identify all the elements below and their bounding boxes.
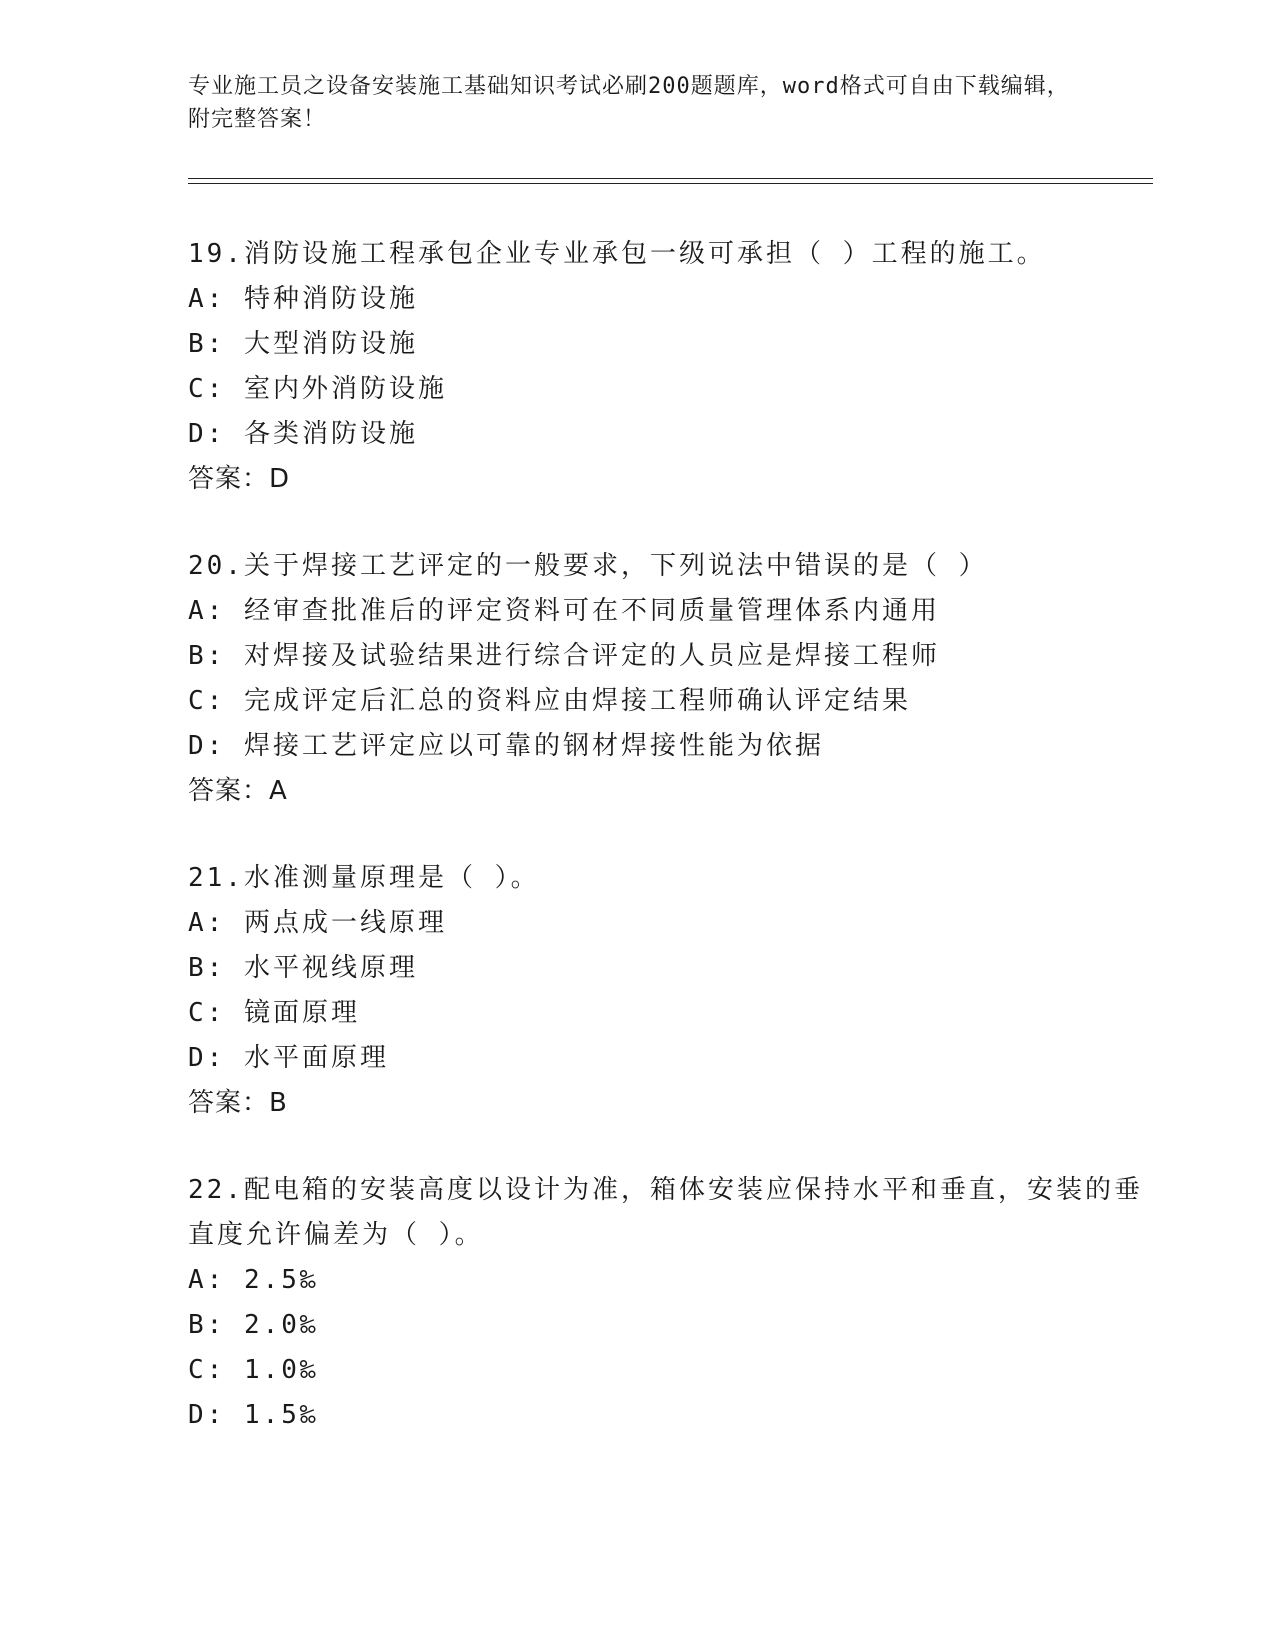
- question-list: [188, 232, 1153, 1480]
- option-list: [188, 1258, 1153, 1438]
- answer-label: 答案：: [188, 464, 270, 494]
- option-list: [188, 901, 1153, 1081]
- header-divider: [188, 178, 1153, 184]
- answer-line: [188, 769, 1153, 814]
- question-stem: 21.水准测量原理是（ ）。: [188, 863, 540, 893]
- answer-line: [188, 1081, 1153, 1126]
- option-a: A: 两点成一线原理: [188, 908, 447, 938]
- question-19: [188, 232, 1153, 502]
- option-a: A: 2.5‰: [188, 1265, 319, 1295]
- question-stem: 22.配电箱的安装高度以设计为准，箱体安装应保持水平和垂直，安装的垂直度允许偏差为（ ）。: [188, 1175, 1143, 1250]
- option-c: C: 室内外消防设施: [188, 374, 447, 404]
- option-a: A: 特种消防设施: [188, 284, 418, 314]
- option-c: C: 1.0‰: [188, 1355, 319, 1385]
- option-c: C: 镜面原理: [188, 998, 360, 1028]
- option-d: D: 水平面原理: [188, 1043, 389, 1073]
- answer-label: 答案：: [188, 1088, 270, 1118]
- option-list: [188, 277, 1153, 457]
- answer-line: [188, 457, 1153, 502]
- answer-label: 答案：: [188, 776, 270, 806]
- question-20: [188, 544, 1153, 814]
- question-22: [188, 1168, 1153, 1438]
- document-header: 专业施工员之设备安装施工基础知识考试必刷200题题库，word格式可自由下载编辑，附完整答案！: [188, 74, 1070, 132]
- option-b: B: 大型消防设施: [188, 329, 418, 359]
- option-a: A: 经审查批准后的评定资料可在不同质量管理体系内通用: [188, 596, 940, 626]
- option-b: B: 对焊接及试验结果进行综合评定的人员应是焊接工程师: [188, 641, 940, 671]
- answer-value: B: [269, 1088, 288, 1118]
- option-d: D: 焊接工艺评定应以可靠的钢材焊接性能为依据: [188, 731, 824, 761]
- option-c: C: 完成评定后汇总的资料应由焊接工程师确认评定结果: [188, 686, 911, 716]
- question-21: [188, 856, 1153, 1126]
- answer-value: D: [269, 464, 291, 494]
- question-stem: 19.消防设施工程承包企业专业承包一级可承担（ ）工程的施工。: [188, 239, 1046, 269]
- question-stem: 20.关于焊接工艺评定的一般要求，下列说法中错误的是（ ）: [188, 551, 988, 581]
- option-b: B: 2.0‰: [188, 1310, 319, 1340]
- answer-value: A: [269, 776, 288, 806]
- option-list: [188, 589, 1153, 769]
- option-d: D: 1.5‰: [188, 1400, 319, 1430]
- option-b: B: 水平视线原理: [188, 953, 418, 983]
- option-d: D: 各类消防设施: [188, 419, 418, 449]
